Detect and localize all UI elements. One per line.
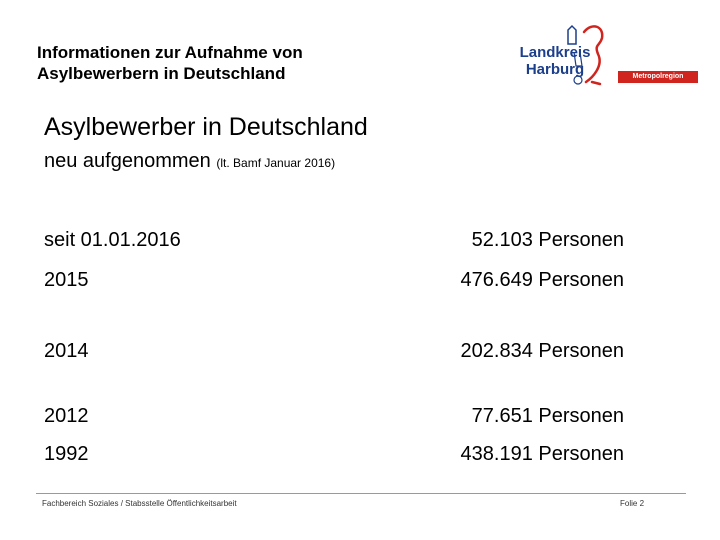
slide-subtitle — [44, 148, 335, 176]
landkreis-harburg-logo — [512, 18, 702, 106]
header-title-line1: Informationen zur Aufnahme von — [37, 43, 303, 62]
stat-row — [44, 265, 634, 295]
stat-row-value: 476.649 Personen — [460, 269, 624, 291]
stat-row-value: 77.651 Personen — [471, 405, 624, 427]
stat-row — [44, 336, 634, 366]
stat-row-value: 202.834 Personen — [460, 340, 624, 362]
logo-line2: Harburg — [525, 61, 585, 78]
coat-of-arms-icon — [564, 22, 614, 90]
footer-divider — [36, 493, 686, 494]
metropolregion-badge: Metropolregion Hamburg — [618, 71, 698, 83]
header-title-line2: Asylbewerbern in Deutschland — [37, 64, 286, 83]
stat-row-label: 2014 — [44, 340, 89, 362]
header-title — [37, 42, 417, 84]
stat-row-label: 2015 — [44, 269, 89, 291]
footer-department: Fachbereich Soziales / Stabsstelle Öffentlichkeitsarbeit — [42, 499, 237, 508]
subtitle-source-note: (lt. Bamf Januar 2016) — [216, 156, 336, 170]
stat-row-value: 438.191 Personen — [460, 443, 624, 465]
stat-row — [44, 439, 634, 469]
stat-row — [44, 225, 634, 255]
stat-row-value: 52.103 Personen — [471, 229, 624, 251]
logo-line1: Landkreis — [519, 44, 591, 61]
stat-row-label: 2012 — [44, 405, 89, 427]
stat-row — [44, 401, 634, 431]
slide-title: Asylbewerber in Deutschland — [44, 113, 368, 141]
stat-row-label: seit 01.01.2016 — [44, 229, 181, 251]
subtitle-main: neu aufgenommen — [44, 150, 211, 172]
slide-number: Folie 2 — [620, 499, 645, 508]
stat-row-label: 1992 — [44, 443, 89, 465]
